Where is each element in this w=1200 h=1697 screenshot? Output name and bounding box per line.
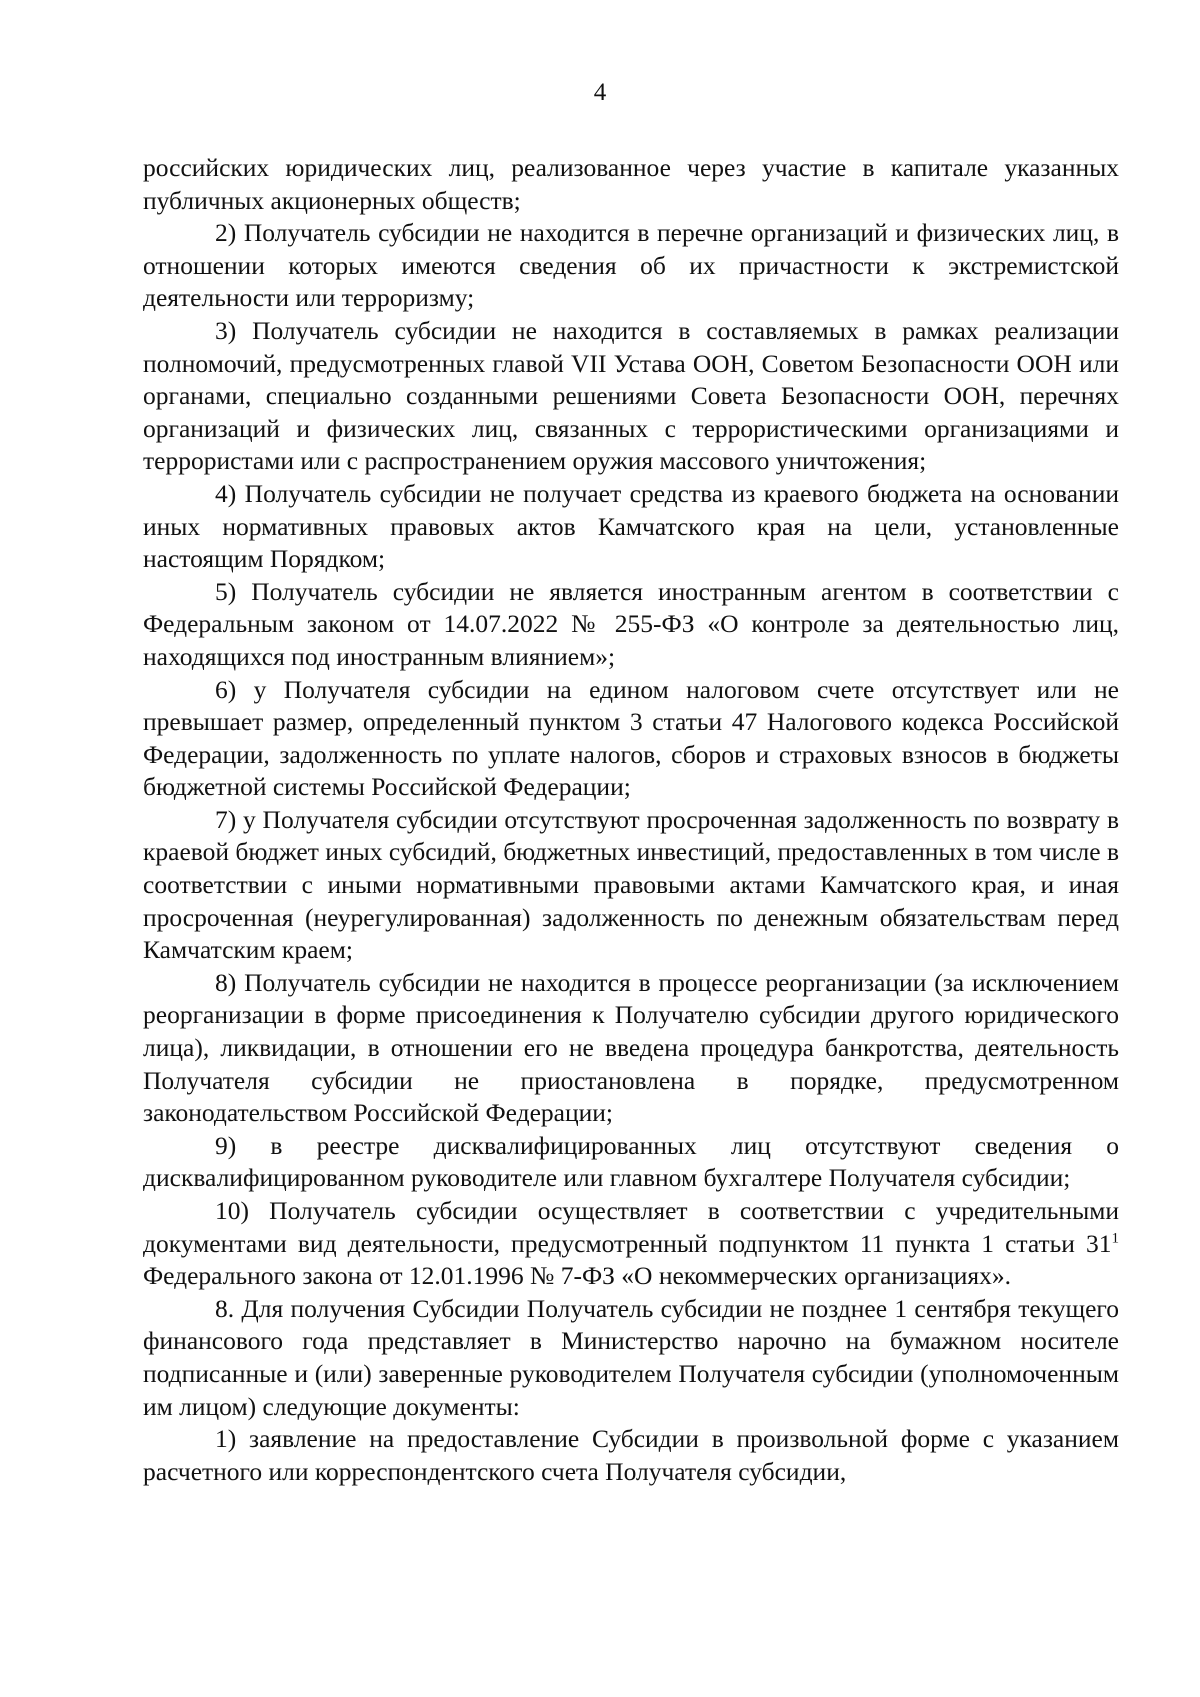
paragraph-item-9: 9) в реестре дисквалифицированных лиц отсутствуют сведения о дисквалифицированном руководителе или главном бухгалтере Получателя субсидии; [143,1130,1119,1193]
paragraph-section-8: 8. Для получения Субсидии Получатель субсидии не позднее 1 сентября текущего финансового года представляет в Министерство нарочно на бумажном носителе подписанные и (или) заверенные руководителем Получателя субсидии (уполномоченным им лицом) следующие документы: [143,1293,1119,1421]
paragraph-item-2: 2) Получатель субсидии не находится в перечне организаций и физических лиц, в отношении которых имеются сведения об их причастности к экстремистской деятельности или терроризму; [143,218,1119,313]
paragraph-item-8: 8) Получатель субсидии не находится в процессе реорганизации (за исключением реорганизации в форме присоединения к Получателю субсидии другого юридического лица), ликвидации, в отношении его не введена процедура банкротства, деятельность Получателя субсидии не приостановлена в порядке, предусмотренном законодательством Российской Федерации; [143,967,1119,1128]
paragraph-item-7: 7) у Получателя субсидии отсутствуют просроченная задолженность по возврату в краевой бюджет иных субсидий, бюджетных инвестиций, предоставленных в том числе в соответствии с иными нормативными правовыми актами Камчатского края, и иная просроченная (неурегулированная) задолженность по денежным обязательствам перед Камчатским краем; [143,804,1119,965]
page-number: 4 [593,79,607,106]
paragraph-item-10-text-before: 10) Получатель субсидии осуществляет в соответствии с учредительными документами вид деятельности, предусмотренный подпунктом 11 пункта 1 статьи 31 [143,1196,1119,1258]
paragraph-item-10-text-after: Федерального закона от 12.01.1996 № 7-ФЗ «О некоммерческих организациях». [143,1261,1011,1291]
paragraph-document-1: 1) заявление на предоставление Субсидии в произвольной форме с указанием расчетного или корреспондентского счета Получателя субсидии, [143,1424,1119,1486]
paragraph-item-10 [143,1195,1119,1293]
paragraph-item-3: 3) Получатель субсидии не находится в составляемых в рамках реализации полномочий, предусмотренных главой VII Устава ООН, Советом Безопасности ООН или органами, специально созданными решениями Совета Безопасности ООН, перечнях организаций и физических лиц, связанных с террористическими организациями и террористами или с распространением оружия массового уничтожения; [143,315,1119,476]
paragraph-item-5: 5) Получатель субсидии не является иностранным агентом в соответствии с Федеральным законом от 14.07.2022 № 255-ФЗ «О контроле за деятельностью лиц, находящихся под иностранным влиянием»; [143,576,1119,671]
paragraph-continuation: российских юридических лиц, реализованное через участие в капитале указанных публичных акционерных обществ; [143,153,1119,215]
article-superscript: 1 [1111,1230,1119,1247]
paragraph-item-6: 6) у Получателя субсидии на едином налоговом счете отсутствует или не превышает размер, определенный пунктом 3 статьи 47 Налогового кодекса Российской Федерации, задолженность по уплате налогов, сборов и страховых взносов в бюджеты бюджетной системы Российской Федерации; [143,674,1119,802]
document-body [143,152,1119,1488]
paragraph-item-4: 4) Получатель субсидии не получает средства из краевого бюджета на основании иных нормативных правовых актов Камчатского края на цели, установленные настоящим Порядком; [143,478,1119,574]
